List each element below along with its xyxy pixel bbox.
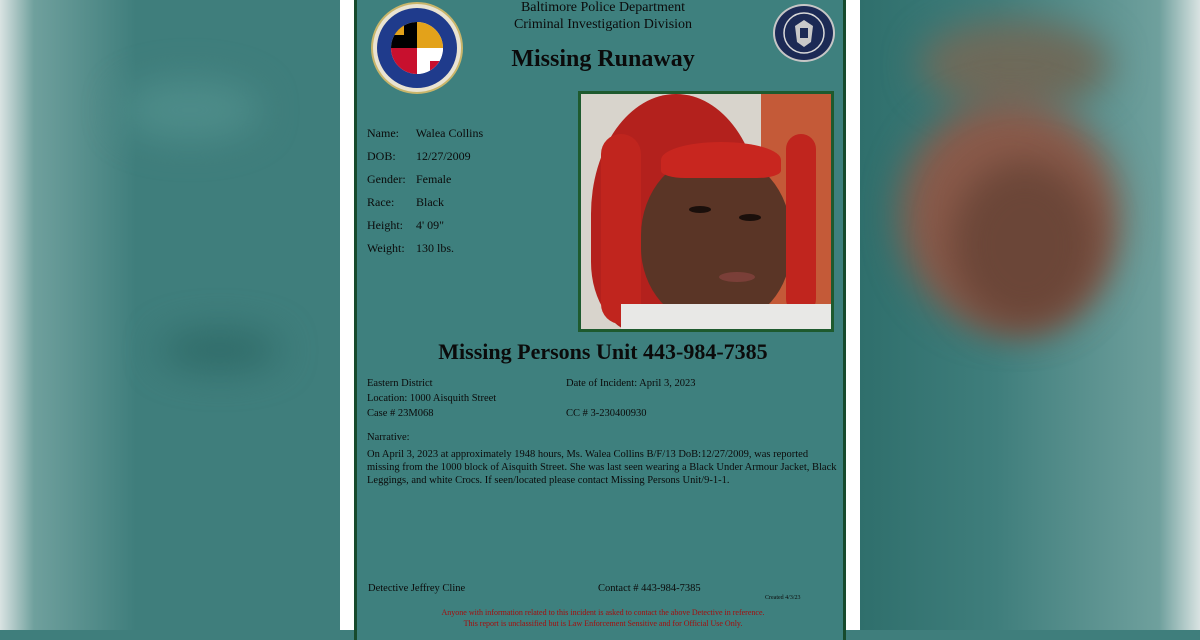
weight-value: 130 lbs. bbox=[416, 241, 455, 255]
subject-photo bbox=[578, 91, 834, 332]
blur-shape bbox=[950, 160, 1100, 330]
case-number: Case # 23M068 bbox=[367, 408, 434, 419]
blur-shape bbox=[120, 80, 260, 140]
poster-title: Missing Runaway bbox=[511, 46, 695, 72]
dob-value: 12/27/2009 bbox=[416, 149, 471, 163]
missing-poster bbox=[354, 0, 846, 640]
contact-number: Contact # 443-984-7385 bbox=[598, 583, 701, 594]
detective-name: Detective Jeffrey Cline bbox=[368, 583, 466, 594]
district: Eastern District bbox=[367, 378, 433, 389]
badge-icon bbox=[775, 6, 833, 60]
blur-shape bbox=[920, 20, 1110, 110]
name-label: Name: bbox=[367, 126, 399, 140]
baltimore-police-badge-seal bbox=[773, 4, 835, 62]
height-label: Height: bbox=[367, 218, 403, 232]
race-label: Race: bbox=[367, 195, 395, 209]
height-value: 4' 09" bbox=[416, 218, 445, 232]
missing-persons-unit-line: Missing Persons Unit 443-984-7385 bbox=[438, 339, 768, 364]
date-of-incident: Date of Incident: April 3, 2023 bbox=[566, 378, 696, 389]
warning-line-1: Anyone with information related to this incident is asked to contact the above Detective in reference. bbox=[441, 608, 765, 617]
division-name: Criminal Investigation Division bbox=[513, 17, 693, 32]
gender-row bbox=[367, 172, 451, 187]
location: Location: 1000 Aisquith Street bbox=[367, 393, 497, 404]
race-row bbox=[367, 195, 444, 210]
weight-row bbox=[367, 241, 454, 256]
dob-label: DOB: bbox=[367, 149, 396, 163]
department-name: Baltimore Police Department bbox=[520, 0, 686, 15]
blur-shape bbox=[160, 330, 280, 370]
narrative-text: On April 3, 2023 at approximately 1948 hours, Ms. Walea Collins B/F/13 DoB:12/27/2009, was reported missing from the 1000 block of Aisquith Street. She was last seen wearing a Black Under Armour Jacket, Black Leggings, and white Crocs. If seen/located please contact Missing Persons Unit/9-1-1. bbox=[367, 449, 837, 486]
gender-label: Gender: bbox=[367, 172, 406, 186]
warning-line-2: This report is unclassified but is Law Enforcement Sensitive and for Official Use Only. bbox=[463, 619, 743, 628]
dob-row bbox=[367, 149, 471, 164]
cc-number: CC # 3-230400930 bbox=[566, 408, 647, 419]
background-blur-right bbox=[860, 0, 1200, 630]
height-row bbox=[367, 218, 444, 233]
race-value: Black bbox=[416, 195, 444, 209]
name-value: Walea Collins bbox=[415, 126, 484, 140]
background-blur-left bbox=[0, 0, 340, 630]
narrative-label: Narrative: bbox=[367, 432, 410, 443]
name-row bbox=[367, 126, 483, 141]
created-date: Created 4/3/23 bbox=[765, 595, 801, 601]
weight-label: Weight: bbox=[367, 241, 405, 255]
gender-value: Female bbox=[416, 172, 452, 186]
